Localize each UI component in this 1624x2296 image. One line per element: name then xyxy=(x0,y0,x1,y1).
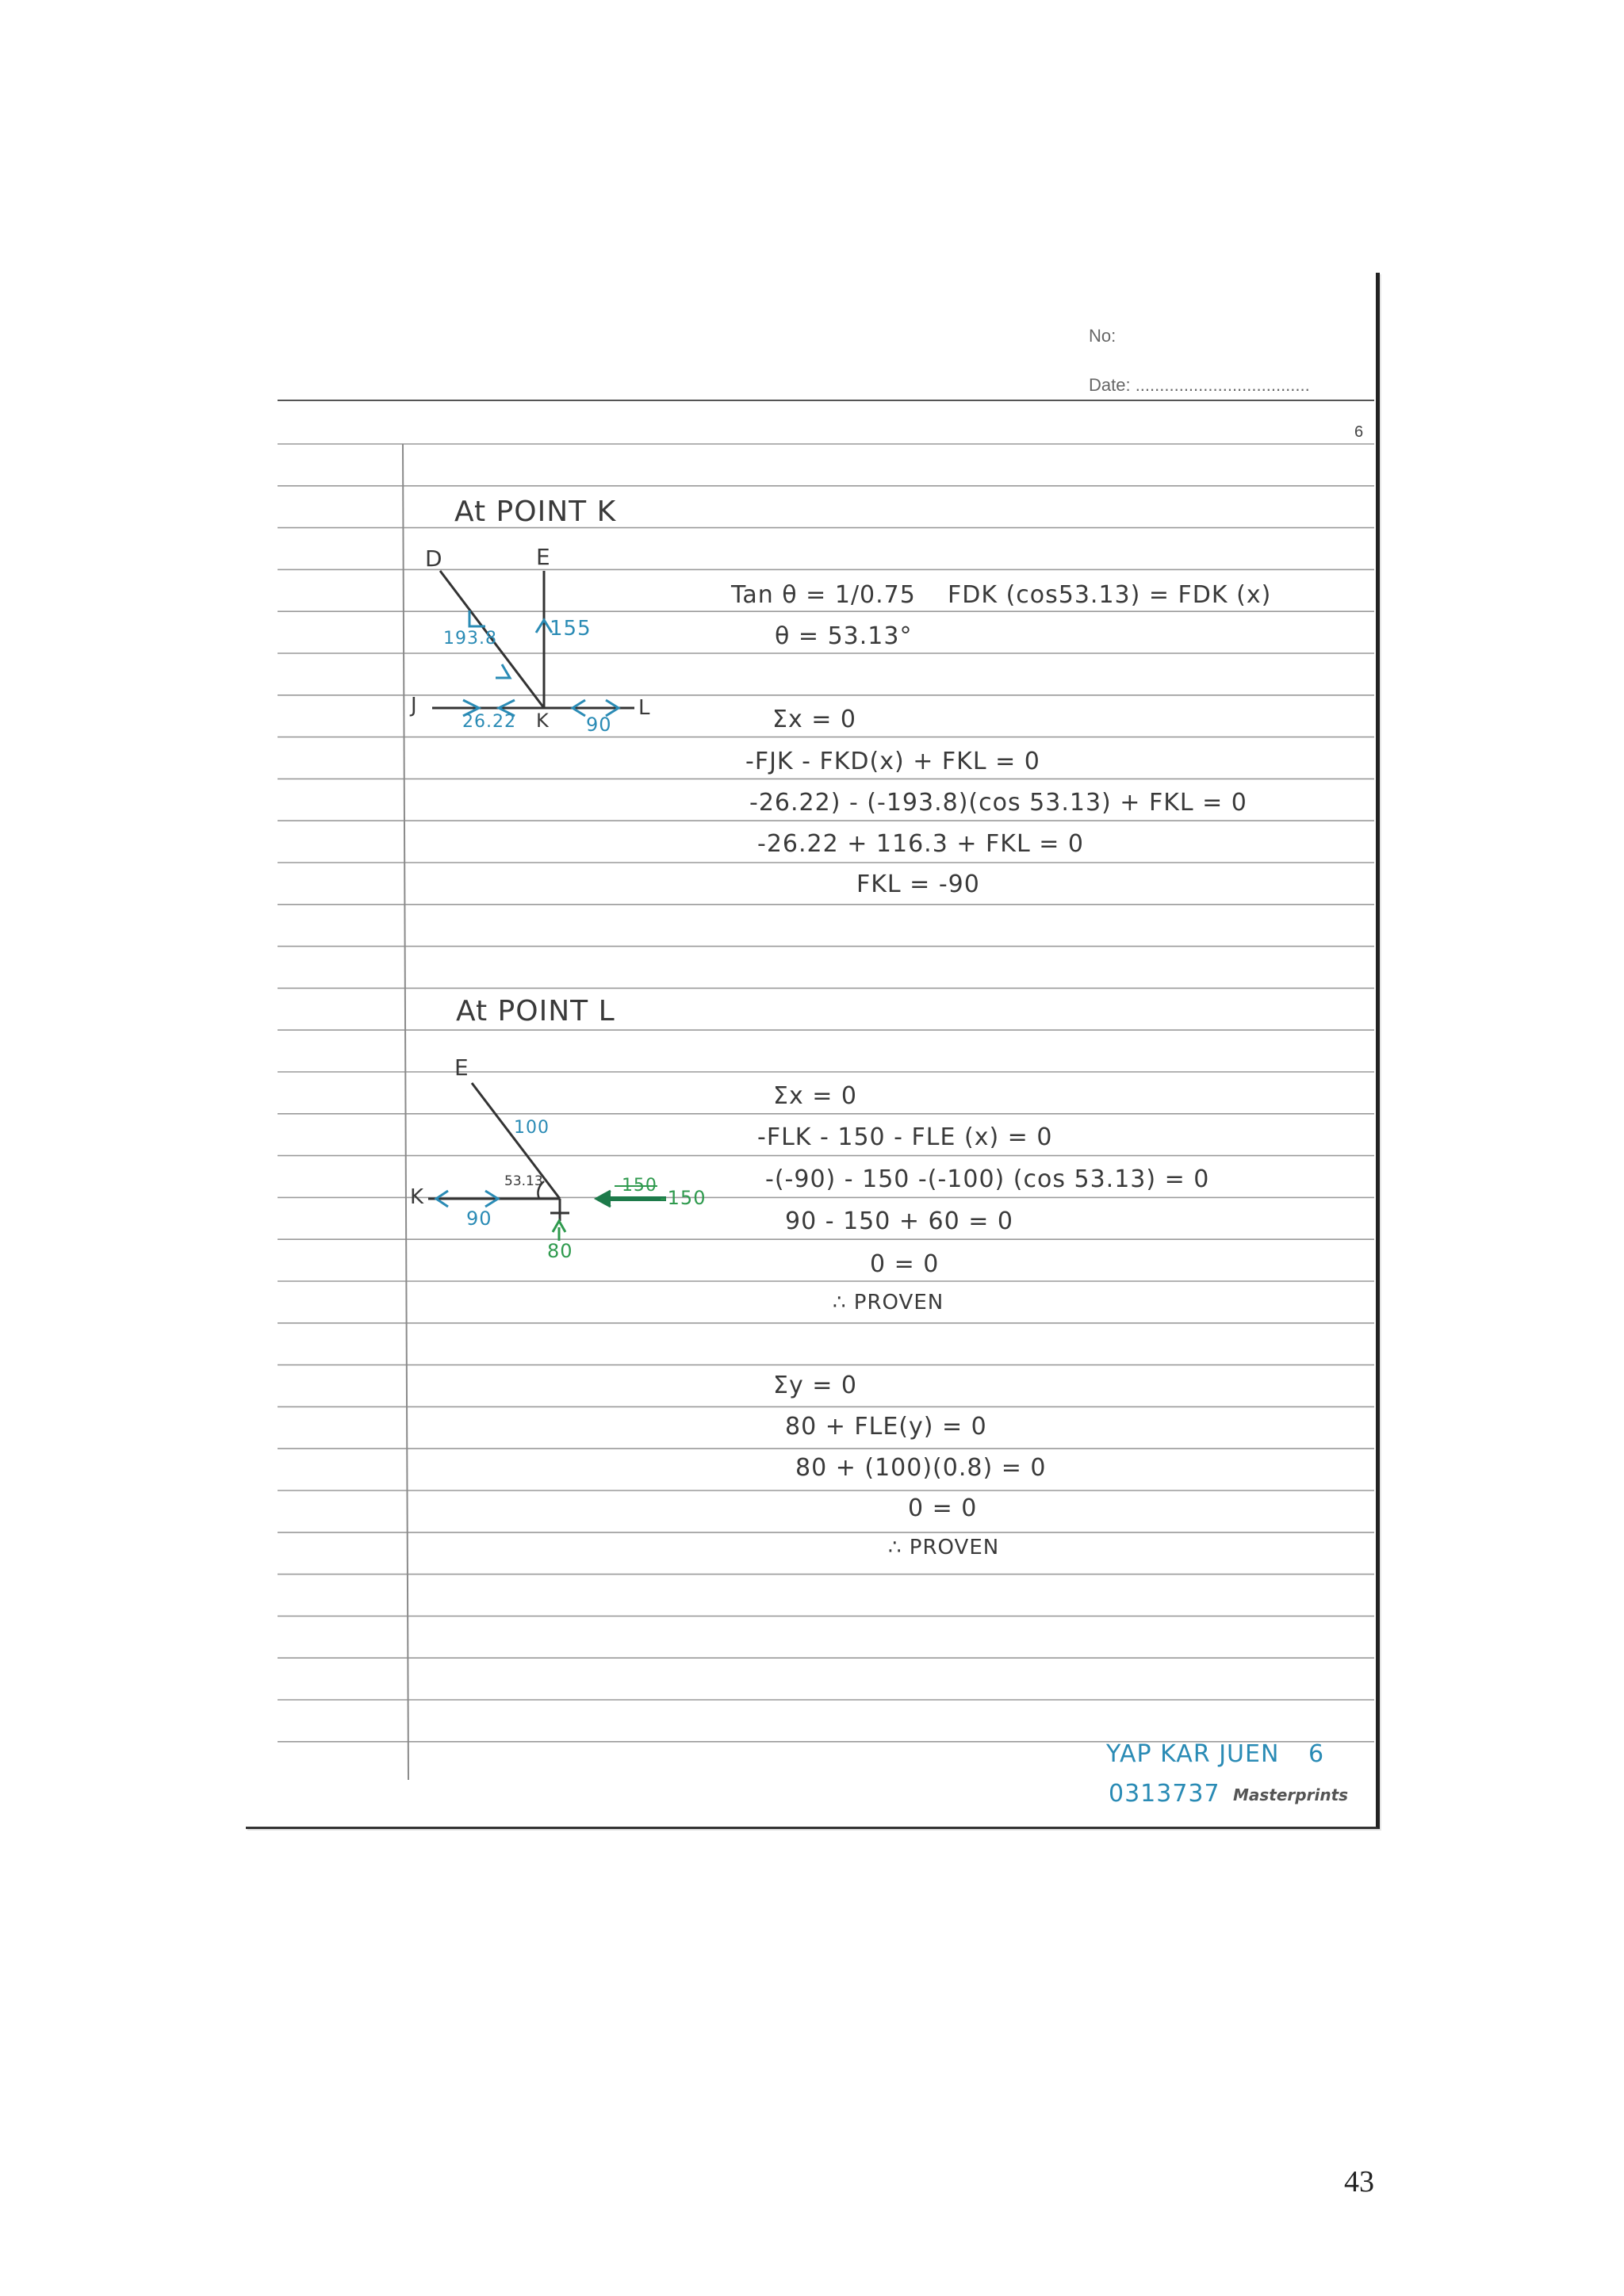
signature-page: 6 xyxy=(1308,1740,1325,1768)
node-d: D xyxy=(425,545,443,572)
signature-name: YAP KAR JUEN xyxy=(1106,1740,1280,1768)
node-e: E xyxy=(536,544,551,570)
node-k-l: K xyxy=(410,1185,425,1209)
l-line-11: ∴ PROVEN xyxy=(888,1536,1000,1559)
force-kl: 90 xyxy=(586,714,612,736)
l-line-6: ∴ PROVEN xyxy=(833,1291,944,1314)
angle-label: 53.13 xyxy=(504,1173,543,1189)
k-line-5: -FJK - FKD(x) + FKL = 0 xyxy=(745,748,1040,775)
section-k-title: At POINT K xyxy=(454,496,617,528)
load-struck: -150 xyxy=(615,1176,657,1196)
k-line-3: θ = 53.13° xyxy=(775,622,913,650)
no-label: No: xyxy=(1089,326,1116,346)
force-el: 100 xyxy=(514,1118,550,1138)
force-dk: 193.8 xyxy=(443,629,497,649)
l-line-9: 80 + (100)(0.8) = 0 xyxy=(795,1454,1047,1482)
node-k: K xyxy=(536,710,550,732)
k-line-2: FDK (cos53.13) = FDK (x) xyxy=(948,581,1272,609)
l-line-2: -FLK - 150 - FLE (x) = 0 xyxy=(757,1123,1053,1151)
force-up: 80 xyxy=(547,1240,573,1262)
l-line-1: Σx = 0 xyxy=(773,1082,858,1110)
force-ek: 155 xyxy=(550,617,592,641)
k-line-6: -26.22) - (-193.8)(cos 53.13) + FKL = 0 xyxy=(749,789,1247,817)
l-line-7: Σy = 0 xyxy=(773,1372,858,1399)
node-j: J xyxy=(411,694,418,718)
k-line-1: Tan θ = 1/0.75 xyxy=(731,581,916,609)
page-number: 43 xyxy=(1344,2165,1374,2198)
l-line-3: -(-90) - 150 -(-100) (cos 53.13) = 0 xyxy=(765,1165,1210,1193)
date-label: Date: .................................... xyxy=(1089,375,1310,395)
l-line-8: 80 + FLE(y) = 0 xyxy=(785,1413,987,1441)
signature-id: 0313737 xyxy=(1109,1780,1220,1808)
k-line-4: Σx = 0 xyxy=(772,706,857,733)
l-line-10: 0 = 0 xyxy=(908,1494,978,1522)
section-l-title: At POINT L xyxy=(456,995,615,1027)
force-jk: 26.22 xyxy=(462,712,516,732)
load-label: -150 xyxy=(660,1187,707,1209)
brand-logo: Masterprints xyxy=(1233,1785,1349,1804)
page-mark: 6 xyxy=(1354,423,1364,441)
force-kl-l: 90 xyxy=(466,1207,492,1230)
node-l: L xyxy=(638,696,651,720)
k-line-7: -26.22 + 116.3 + FKL = 0 xyxy=(757,830,1084,858)
node-e-l: E xyxy=(454,1054,469,1081)
k-line-8: FKL = -90 xyxy=(856,871,980,898)
l-line-4: 90 - 150 + 60 = 0 xyxy=(785,1207,1014,1235)
l-line-5: 0 = 0 xyxy=(870,1250,940,1278)
